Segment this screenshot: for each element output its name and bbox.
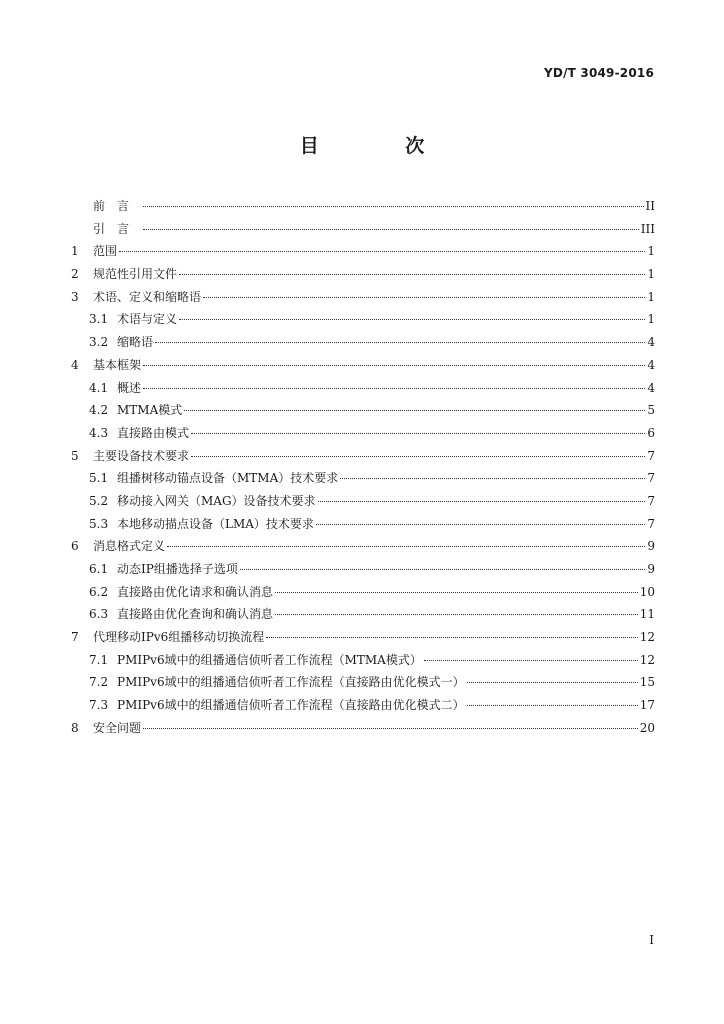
toc-entry[interactable] — [71, 581, 655, 604]
toc-entry-number: 3.2 — [89, 335, 109, 350]
toc-entry-number: 6.1 — [89, 562, 109, 576]
toc-entry-number: 4 — [71, 357, 79, 372]
toc-entry[interactable] — [71, 558, 655, 581]
toc-entry-number: 2 — [71, 267, 79, 282]
toc-entry-number: 5.2 — [89, 493, 109, 508]
toc-entry-number: 4.3 — [89, 425, 109, 440]
toc-entry[interactable] — [71, 308, 655, 331]
document-id: YD/T 3049-2016 — [544, 66, 654, 80]
dot-leader — [143, 228, 639, 230]
dot-leader — [203, 296, 645, 298]
toc-entry-label: 术语、定义和缩略语 — [93, 289, 202, 304]
toc-entry-number: 6.2 — [89, 584, 109, 599]
toc-entry-label: 主要设备技术要求 — [93, 448, 190, 463]
toc-entry-number: 5 — [71, 448, 79, 463]
toc-entry[interactable] — [71, 218, 655, 241]
dot-leader — [167, 545, 645, 547]
dot-leader — [155, 341, 645, 343]
toc-entry-number: 4.1 — [89, 380, 109, 395]
dot-leader — [275, 613, 638, 615]
toc-entry-page: 7 — [647, 516, 655, 531]
toc-entry-label: 本地移动描点设备（LMA）技术要求 — [117, 516, 314, 531]
dot-leader — [467, 681, 638, 683]
dot-leader — [340, 477, 645, 479]
dot-leader — [119, 250, 645, 252]
toc-entry[interactable] — [71, 263, 655, 286]
dot-leader — [143, 727, 638, 729]
toc-entry[interactable] — [71, 240, 655, 263]
page-number: I — [649, 933, 654, 947]
toc-entry-label: 范围 — [93, 244, 118, 259]
toc-entry-label: PMIPv6域中的组播通信侦听者工作流程（直接路由优化模式一） — [117, 675, 465, 690]
toc-entry-page: 20 — [639, 720, 655, 735]
toc-entry[interactable] — [71, 286, 655, 309]
toc-entry-page: 4 — [647, 357, 655, 372]
toc-entry[interactable] — [71, 195, 655, 218]
toc-entry[interactable] — [71, 671, 655, 694]
toc-entry[interactable] — [71, 626, 655, 649]
toc-entry-page: 4 — [647, 380, 655, 395]
toc-entry-page: 7 — [647, 448, 655, 463]
toc-entry-page: 6 — [647, 425, 655, 440]
toc-entry[interactable] — [71, 399, 655, 422]
toc-entry-label: 术语与定义 — [117, 312, 178, 327]
toc-entry-number: 5.3 — [89, 516, 109, 531]
dot-leader — [191, 455, 645, 457]
toc-entry-page: 4 — [647, 335, 655, 350]
toc-entry-label: 直接路由优化请求和确认消息 — [117, 584, 274, 599]
toc-entry-number: 7.1 — [89, 652, 109, 667]
toc-entry-page: 7 — [647, 471, 655, 486]
toc-entry-number: 5.1 — [89, 471, 109, 486]
toc-entry[interactable] — [71, 331, 655, 354]
toc-entry-page: 12 — [639, 652, 655, 667]
toc-entry-label: 代理移动IPv6组播移动切换流程 — [93, 630, 265, 645]
toc-entry-page: 12 — [639, 630, 655, 645]
toc-entry-page: II — [645, 199, 655, 213]
toc-entry-page: 9 — [647, 539, 655, 554]
toc-entry-number: 6 — [71, 539, 79, 554]
toc-entry[interactable] — [71, 717, 655, 740]
dot-leader — [424, 659, 638, 661]
dot-leader — [143, 387, 645, 389]
toc-entry-page: 17 — [639, 698, 655, 713]
dot-leader — [191, 432, 645, 434]
toc-entry-page: 5 — [647, 403, 655, 418]
toc-entry[interactable] — [71, 649, 655, 672]
toc-entry[interactable] — [71, 422, 655, 445]
dot-leader — [143, 364, 645, 366]
toc-entry-number: 4.2 — [89, 403, 109, 418]
toc-entry-number: 1 — [71, 244, 79, 259]
toc-entry-label: 直接路由优化查询和确认消息 — [117, 607, 274, 622]
dot-leader — [467, 704, 638, 706]
dot-leader — [275, 591, 638, 593]
toc-entry-label: 缩略语 — [117, 335, 154, 350]
toc-entry-page: 1 — [647, 267, 655, 282]
dot-leader — [318, 500, 646, 502]
toc-entry-number: 7.2 — [89, 675, 109, 690]
table-of-contents — [71, 195, 655, 740]
toc-entry-label: PMIPv6域中的组播通信侦听者工作流程（MTMA模式） — [117, 652, 422, 667]
toc-entry[interactable] — [71, 445, 655, 468]
toc-entry[interactable] — [71, 694, 655, 717]
toc-entry-page: 1 — [647, 312, 655, 327]
toc-entry-label: 直接路由模式 — [117, 425, 190, 440]
toc-entry-label: 概述 — [117, 380, 142, 395]
toc-entry-label: 组播树移动锚点设备（MTMA）技术要求 — [117, 471, 339, 486]
toc-entry-label: 引言 — [93, 221, 142, 236]
toc-entry[interactable] — [71, 603, 655, 626]
dot-leader — [143, 205, 644, 207]
toc-entry[interactable] — [71, 490, 655, 513]
toc-entry-label: 基本框架 — [93, 357, 142, 372]
toc-entry-label: 移动接入网关（MAG）设备技术要求 — [117, 493, 316, 508]
toc-entry[interactable] — [71, 467, 655, 490]
dot-leader — [266, 636, 637, 638]
toc-entry-number: 8 — [71, 720, 79, 735]
toc-entry-label: PMIPv6域中的组播通信侦听者工作流程（直接路由优化模式二） — [117, 698, 465, 713]
dot-leader — [240, 568, 646, 570]
toc-entry-label: 消息格式定义 — [93, 539, 166, 554]
toc-entry-label: 安全问题 — [93, 720, 142, 735]
toc-entry-number: 6.3 — [89, 607, 109, 622]
dot-leader — [179, 318, 645, 320]
toc-entry-page: 7 — [647, 493, 655, 508]
dot-leader — [316, 523, 645, 525]
toc-entry-number: 7.3 — [89, 698, 109, 713]
toc-entry[interactable] — [71, 354, 655, 377]
toc-entry-page: 10 — [639, 584, 655, 599]
toc-entry-page: 15 — [639, 675, 655, 690]
toc-entry-number: 7 — [71, 630, 79, 645]
toc-entry-page: 11 — [639, 607, 655, 622]
toc-entry-label: 前言 — [93, 199, 142, 213]
toc-entry-page: 1 — [647, 244, 655, 259]
toc-entry-page: 1 — [647, 289, 655, 304]
toc-entry-number: 3 — [71, 289, 79, 304]
toc-entry-number: 3.1 — [89, 312, 109, 327]
dot-leader — [184, 409, 645, 411]
toc-entry[interactable] — [71, 535, 655, 558]
dot-leader — [179, 273, 645, 275]
toc-entry[interactable] — [71, 377, 655, 400]
toc-entry-label: 规范性引用文件 — [93, 267, 178, 282]
toc-entry[interactable] — [71, 513, 655, 536]
toc-entry-page: 9 — [647, 562, 655, 576]
toc-entry-page: III — [640, 221, 655, 236]
toc-entry-label: 动态IP组播选择子选项 — [117, 562, 238, 576]
toc-entry-label: MTMA模式 — [117, 403, 183, 418]
page-title: 目 次 — [299, 135, 465, 157]
